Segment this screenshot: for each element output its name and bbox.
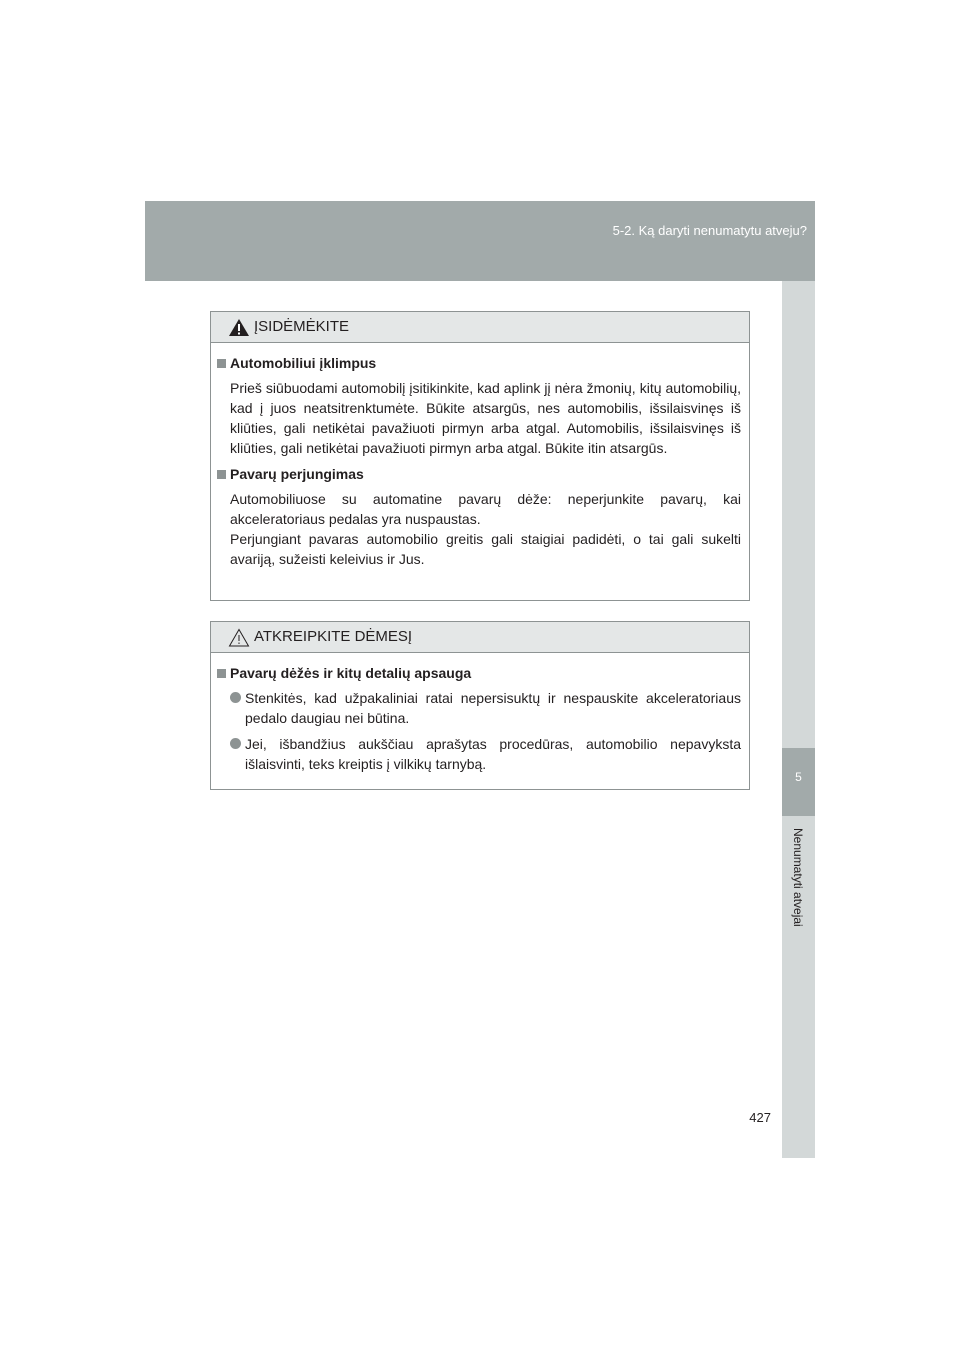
- section-title: 5-2. Ką daryti nenumatytu atveju?: [612, 223, 807, 238]
- section-heading: [217, 464, 741, 484]
- list-item-text: Jei, išbandžius aukščiau aprašytas procedūras, automobilio nepavyksta išlaisvinti, teks kreiptis į vilkikų tarnybą.: [245, 736, 741, 772]
- section-heading-text: Pavarų perjungimas: [230, 466, 364, 482]
- square-bullet-icon: [217, 359, 226, 368]
- caution-header: [211, 622, 749, 653]
- side-tab: [782, 281, 815, 1158]
- chapter-tab: [782, 748, 815, 816]
- caution-icon: [228, 628, 250, 647]
- square-bullet-icon: [217, 669, 226, 678]
- chapter-title: Nenumatyti atvejai: [791, 828, 805, 927]
- paragraph: Automobiliuose su automatine pavarų dėže: neperjunkite pavarų, kai akceleratoriaus pedalas yra nuspaustas.: [230, 491, 741, 527]
- chapter-number: 5: [795, 770, 802, 784]
- caution-title: ATKREIPKITE DĖMESĮ: [254, 628, 413, 645]
- paragraph: Prieš siūbuodami automobilį įsitikinkite, kad aplink jį nėra žmonių, kitų automobilių, kad į juos neatsitrenktumėte. Būkite atsargūs, nes automobilis, išsilaisvinęs iš kliūties, gali netikėtai pavažiuoti pirmyn arba atgal. Automobilis, išsilaisvinęs iš kliūties, gali netikėtai pavažiuoti pirmyn arba atgal. Būkite itin atsargūs.: [230, 380, 741, 456]
- list-item: [217, 734, 741, 774]
- page-number: 427: [749, 1110, 771, 1125]
- section-header-band: [145, 201, 815, 281]
- round-bullet-icon: [230, 738, 241, 749]
- warning-icon: [228, 318, 250, 337]
- section-heading: [217, 663, 741, 683]
- list-item: [217, 688, 741, 728]
- section-heading-text: Pavarų dėžės ir kitų detalių apsauga: [230, 665, 472, 681]
- caution-box: [210, 621, 750, 790]
- round-bullet-icon: [230, 692, 241, 703]
- paragraph: Perjungiant pavaras automobilio greitis gali staigiai padidėti, o tai gali sukelti avariją, sužeisti keleivius ir Jus.: [230, 531, 741, 567]
- section-heading-text: Automobiliui įklimpus: [230, 355, 377, 371]
- section-heading: [217, 353, 741, 373]
- list-item-text: Stenkitės, kad užpakaliniai ratai nepersisuktų ir nespauskite akceleratoriaus pedalo daugiau nei būtina.: [245, 690, 741, 726]
- warning-box: [210, 311, 750, 601]
- warning-header: [211, 312, 749, 343]
- warning-title: ĮSIDĖMĖKITE: [254, 318, 350, 335]
- square-bullet-icon: [217, 470, 226, 479]
